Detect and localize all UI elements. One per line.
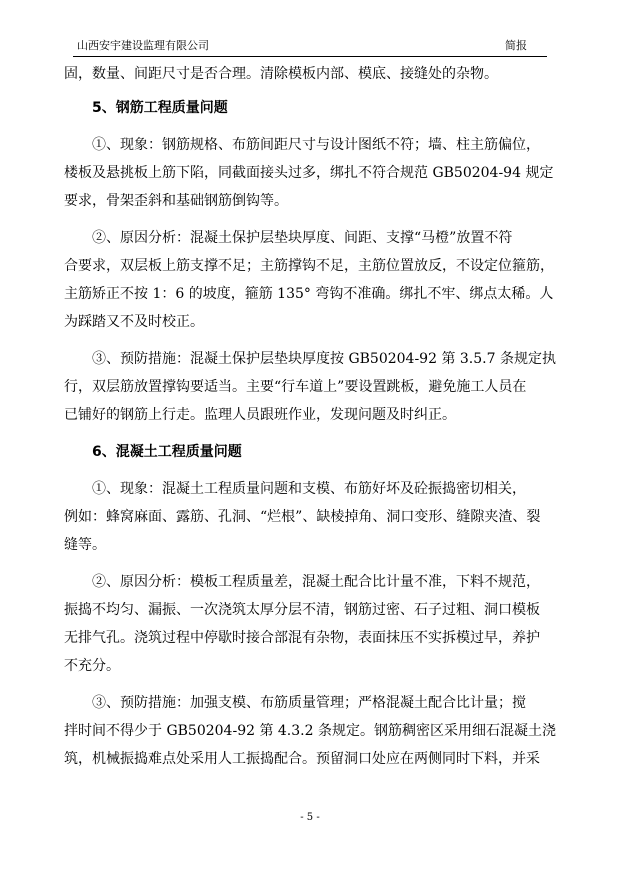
paragraph-line: 已铺好的钢筋上行走。监理人员跟班作业，发现问题及时纠正。 [64, 407, 456, 423]
document-type: 简报 [505, 39, 527, 52]
paragraph-line: ③、预防措施：混凝土保护层垫块厚度按 GB50204-92 第 3.5.7 条规定执 [92, 351, 556, 367]
paragraph-line: 例如：蜂窝麻面、露筋、孔洞、“烂根”、缺棱掉角、洞口变形、缝隙夹渣、裂 [64, 509, 541, 525]
paragraph-line: 筑，机械振捣难点处采用人工振捣配合。预留洞口处应在两侧同时下料，并采 [64, 751, 540, 767]
paragraph-line: 行，双层筋放置撑钩要适当。主要“行车道上”要设置跳板，避免施工人员在 [64, 379, 527, 395]
paragraph-line: 振捣不均匀、漏振、一次浇筑太厚分层不清，钢筋过密、石子过粗、洞口模板 [64, 602, 540, 618]
section-5-cause [64, 224, 556, 336]
paragraph-line: 合要求，双层板上筋支撑不足；主筋撑钩不足，主筋位置放反，不设定位箍筋， [64, 258, 554, 274]
intro-line: 固，数量、间距尺寸是否合理。清除模板内部、模底、接缝处的杂物。 [64, 66, 498, 82]
paragraph-line: ②、原因分析：模板工程质量差，混凝土配合比计量不准，下料不规范， [92, 574, 540, 590]
document-body [64, 60, 556, 773]
section-6-cause [64, 568, 556, 680]
section-5-title: 5、钢筋工程质量问题 [92, 100, 228, 116]
paragraph-line: 拌时间不得少于 GB50204-92 第 4.3.2 条规定。钢筋稠密区采用细石混凝土浇 [64, 723, 556, 739]
paragraph-line: ②、原因分析：混凝土保护层垫块厚度、间距、支撑“马橙”放置不符 [92, 230, 513, 246]
page-header [73, 36, 547, 57]
section-6-prevention [64, 689, 556, 773]
paragraph-line: 为踩踏又不及时校正。 [64, 314, 204, 330]
section-6-phenomenon [64, 475, 556, 559]
paragraph-line: 楼板及悬挑板上筋下陷，同截面接头过多，绑扎不符合规范 GB50204-94 规定 [64, 165, 554, 181]
section-6-title: 6、混凝土工程质量问题 [92, 444, 242, 460]
company-name: 山西安宇建设监理有限公司 [77, 39, 209, 52]
section-5-phenomenon [64, 131, 556, 215]
paragraph-line: ①、现象：混凝土工程质量问题和支模、布筋好坏及砼振捣密切相关， [92, 481, 526, 497]
paragraph-line: 无排气孔。浇筑过程中停歇时接合部混有杂物，表面抹压不实拆模过早，养护 [64, 630, 540, 646]
paragraph-line: 缝等。 [64, 537, 106, 553]
paragraph-line: 要求，骨架歪斜和基础钢筋倒钩等。 [64, 193, 288, 209]
page-number: - 5 - [300, 812, 320, 823]
section-5-prevention [64, 345, 556, 429]
paragraph-line: ③、预防措施：加强支模、布筋质量管理；严格混凝土配合比计量；搅 [92, 695, 526, 711]
paragraph-line: 主筋矫正不按 1：6 的坡度，箍筋 135° 弯钩不准确。绑扎不牢、绑点太稀。人 [64, 286, 554, 302]
paragraph-line: ①、现象：钢筋规格、布筋间距尺寸与设计图纸不符；墙、柱主筋偏位， [92, 137, 540, 153]
paragraph-line: 不充分。 [64, 658, 120, 674]
